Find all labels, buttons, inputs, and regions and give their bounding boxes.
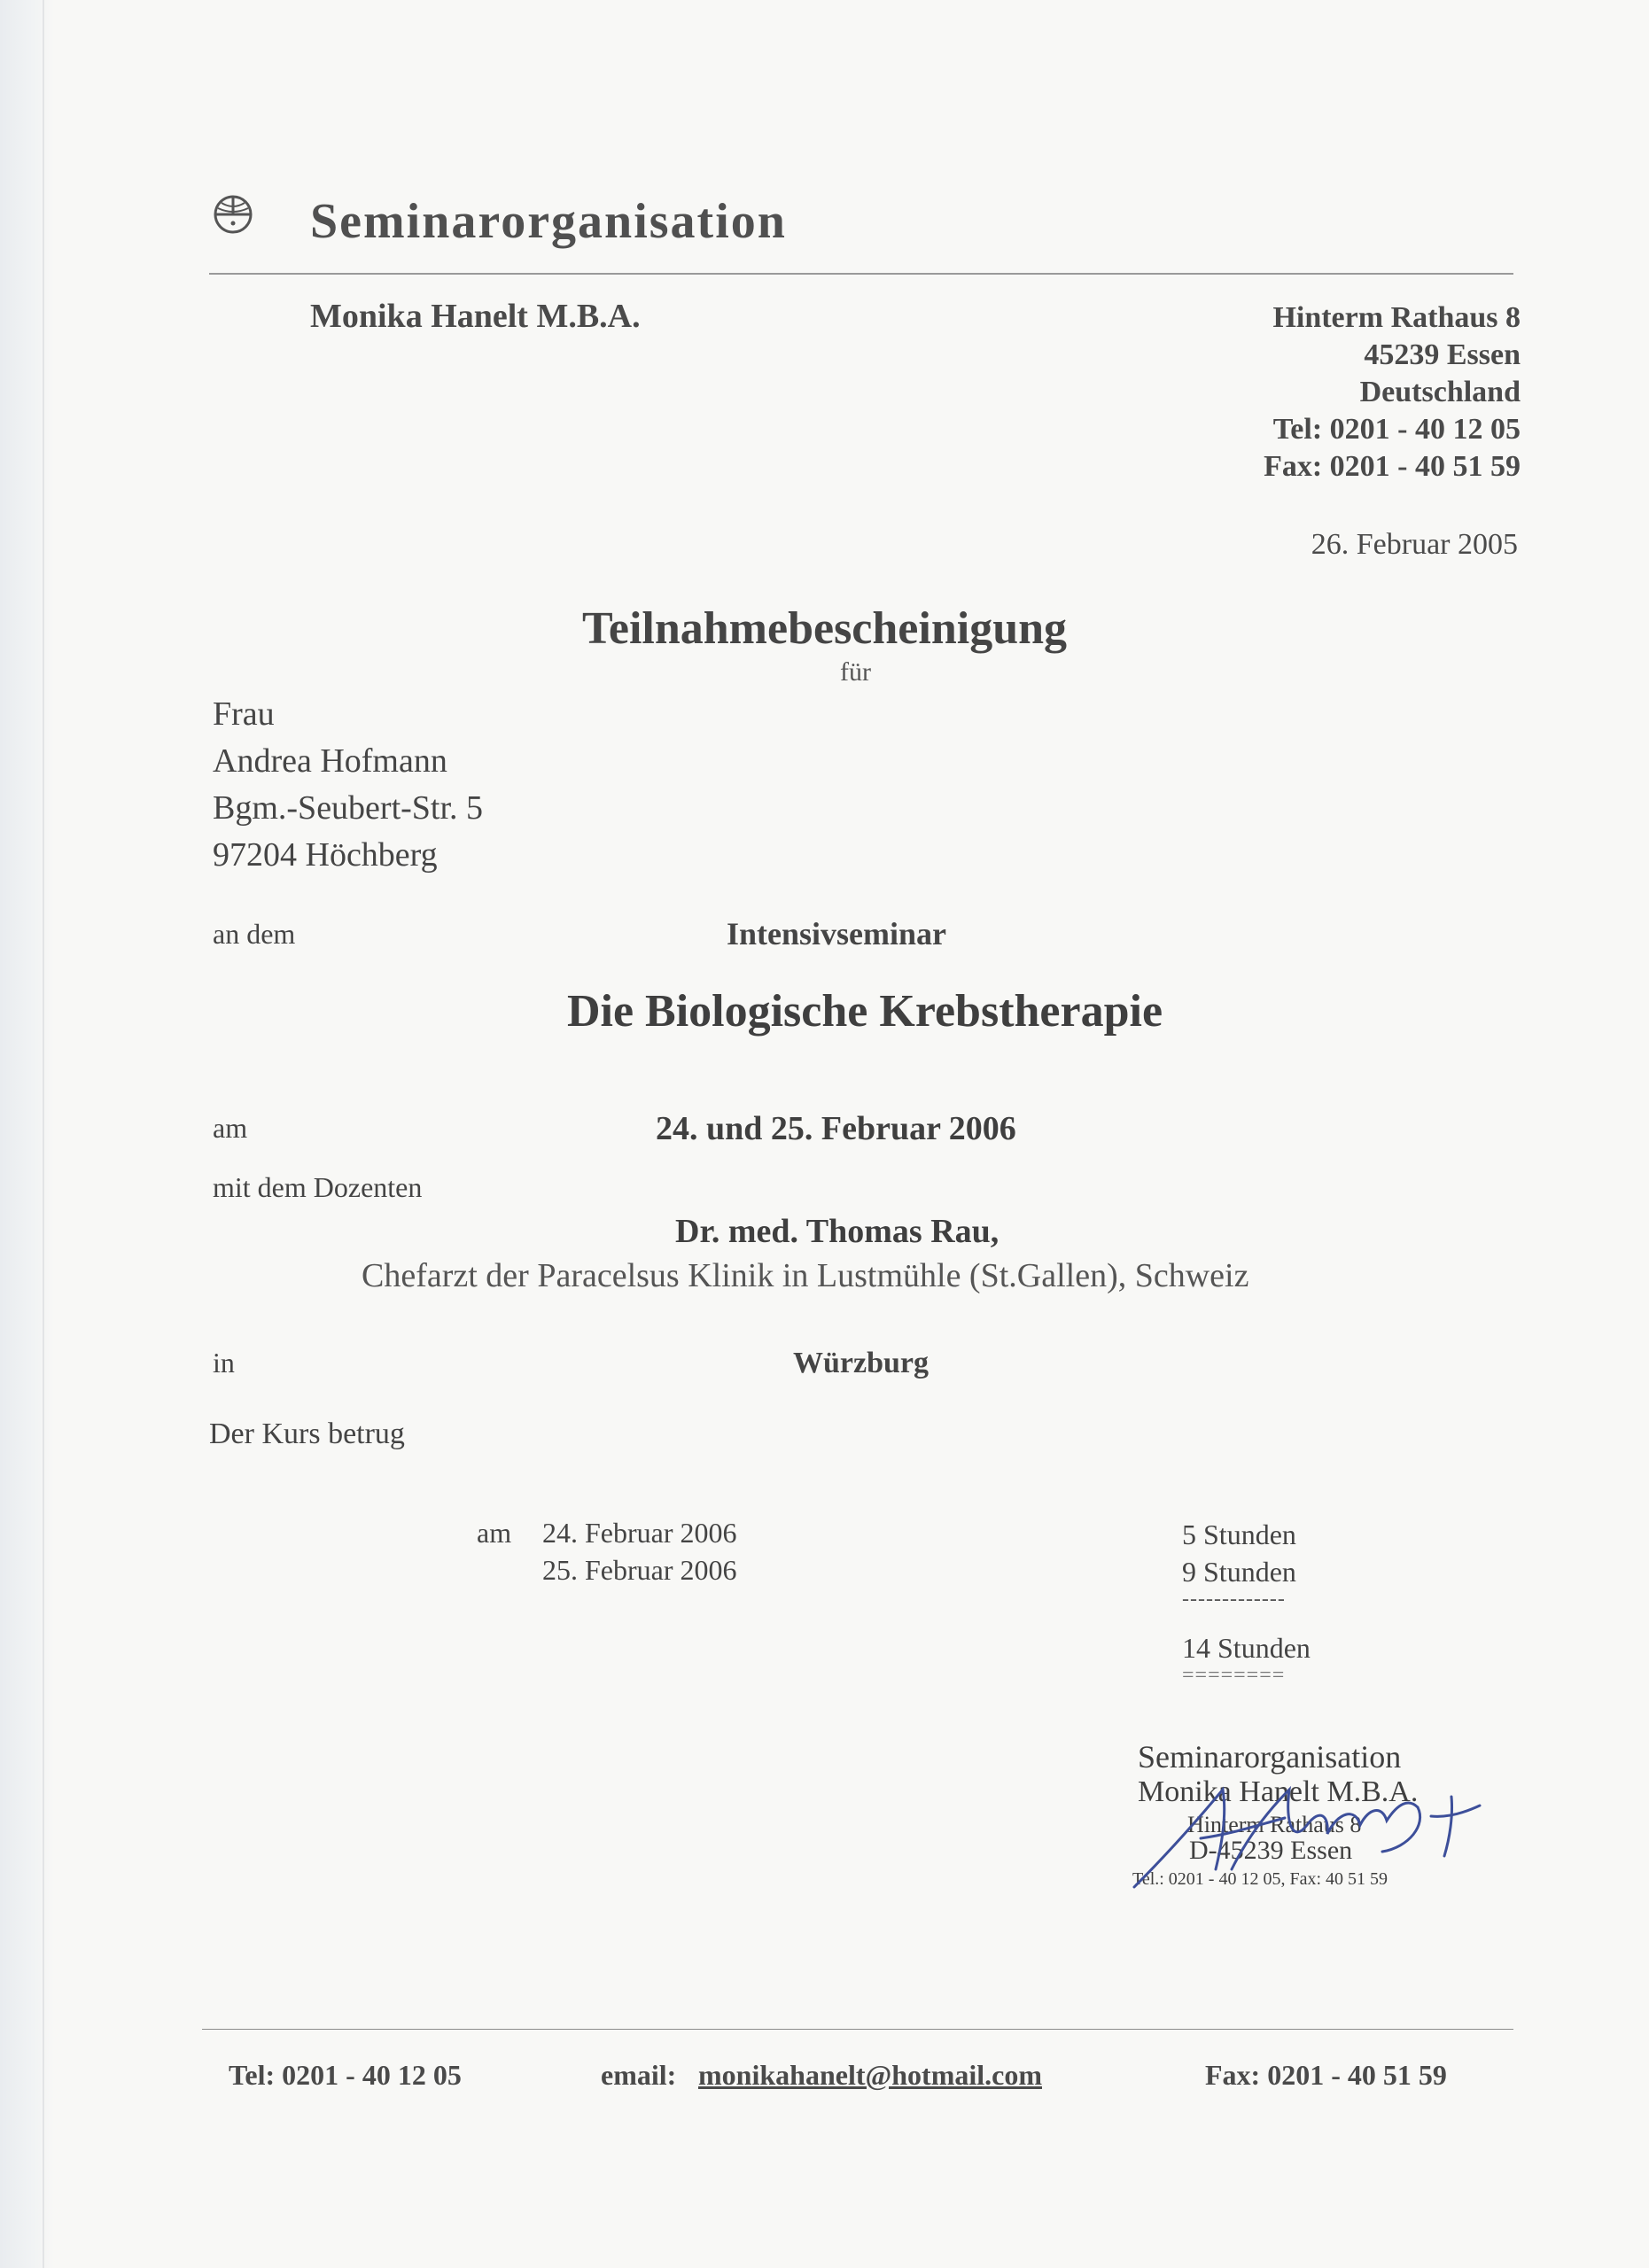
label-in: in — [213, 1347, 235, 1379]
stamp-contact: Tel.: 0201 - 40 12 05, Fax: 40 51 59 — [1132, 1869, 1388, 1889]
lecturer-name: Dr. med. Thomas Rau, — [675, 1213, 1000, 1250]
handwritten-signature — [1116, 1763, 1489, 1896]
seminar-city: Würzburg — [793, 1347, 929, 1379]
course-day-hours: 5 Stunden — [1182, 1518, 1296, 1550]
lecturer-role: Chefarzt der Paracelsus Klinik in Lustmühle (St.Gallen), Schweiz — [362, 1257, 1249, 1294]
stamp-street: Hinterm Rathaus 8 — [1187, 1812, 1362, 1837]
total-hours: 14 Stunden — [1182, 1632, 1311, 1664]
sum-double-line: ======== — [1182, 1664, 1286, 1687]
address-city: 45239 Essen — [1364, 338, 1521, 371]
address-country: Deutschland — [1359, 376, 1521, 408]
label-am-hours: am — [477, 1517, 512, 1549]
seminar-title: Die Biologische Krebstherapie — [566, 986, 1163, 1037]
footer-email-label: email: — [601, 2059, 677, 2091]
label-kurs-betrug: Der Kurs betrug — [209, 1418, 405, 1450]
brand-title: Seminarorganisation — [310, 194, 787, 249]
footer-divider — [202, 2029, 1513, 2030]
stamp-owner: Monika Hanelt M.B.A. — [1138, 1775, 1419, 1808]
footer-email-link[interactable]: monikahanelt@hotmail.com — [698, 2059, 1042, 2091]
recipient-street: Bgm.-Seubert-Str. 5 — [213, 789, 484, 827]
label-am: am — [213, 1112, 248, 1144]
owner-name: Monika Hanelt M.B.A. — [310, 298, 641, 335]
label-an-dem: an dem — [213, 918, 296, 950]
label-dozent: mit dem Dozenten — [213, 1171, 423, 1203]
footer-tel: Tel: 0201 - 40 12 05 — [229, 2059, 462, 2091]
seminar-dates: 24. und 25. Februar 2006 — [656, 1110, 1016, 1147]
recipient-address — [213, 691, 483, 879]
sender-address — [1077, 299, 1521, 485]
address-tel: Tel: 0201 - 40 12 05 — [1272, 413, 1521, 446]
header-divider — [209, 273, 1513, 275]
stamp-city: D-45239 Essen — [1189, 1836, 1353, 1865]
footer-fax: Fax: 0201 - 40 51 59 — [1205, 2059, 1447, 2091]
seminar-type: Intensivseminar — [727, 916, 947, 951]
recipient-salutation: Frau — [213, 695, 275, 733]
scan-page-edge — [0, 0, 55, 2268]
document-title: Teilnahmebescheinigung — [581, 603, 1068, 654]
sum-separator: ------------- — [1182, 1588, 1286, 1611]
letter-date: 26. Februar 2005 — [1311, 528, 1518, 561]
address-fax: Fax: 0201 - 40 51 59 — [1264, 450, 1521, 483]
address-street: Hinterm Rathaus 8 — [1272, 301, 1521, 334]
recipient-name: Andrea Hofmann — [213, 742, 447, 780]
globe-logo-icon — [211, 192, 255, 237]
course-day-date: 24. Februar 2006 — [542, 1517, 737, 1549]
recipient-city: 97204 Höchberg — [213, 836, 438, 874]
stamp-org: Seminarorganisation — [1138, 1739, 1402, 1775]
course-day-hours: 9 Stunden — [1182, 1556, 1296, 1588]
document-title-sub: für — [840, 657, 871, 687]
scan-edge-line — [43, 0, 44, 2268]
course-day-date: 25. Februar 2006 — [542, 1554, 737, 1586]
